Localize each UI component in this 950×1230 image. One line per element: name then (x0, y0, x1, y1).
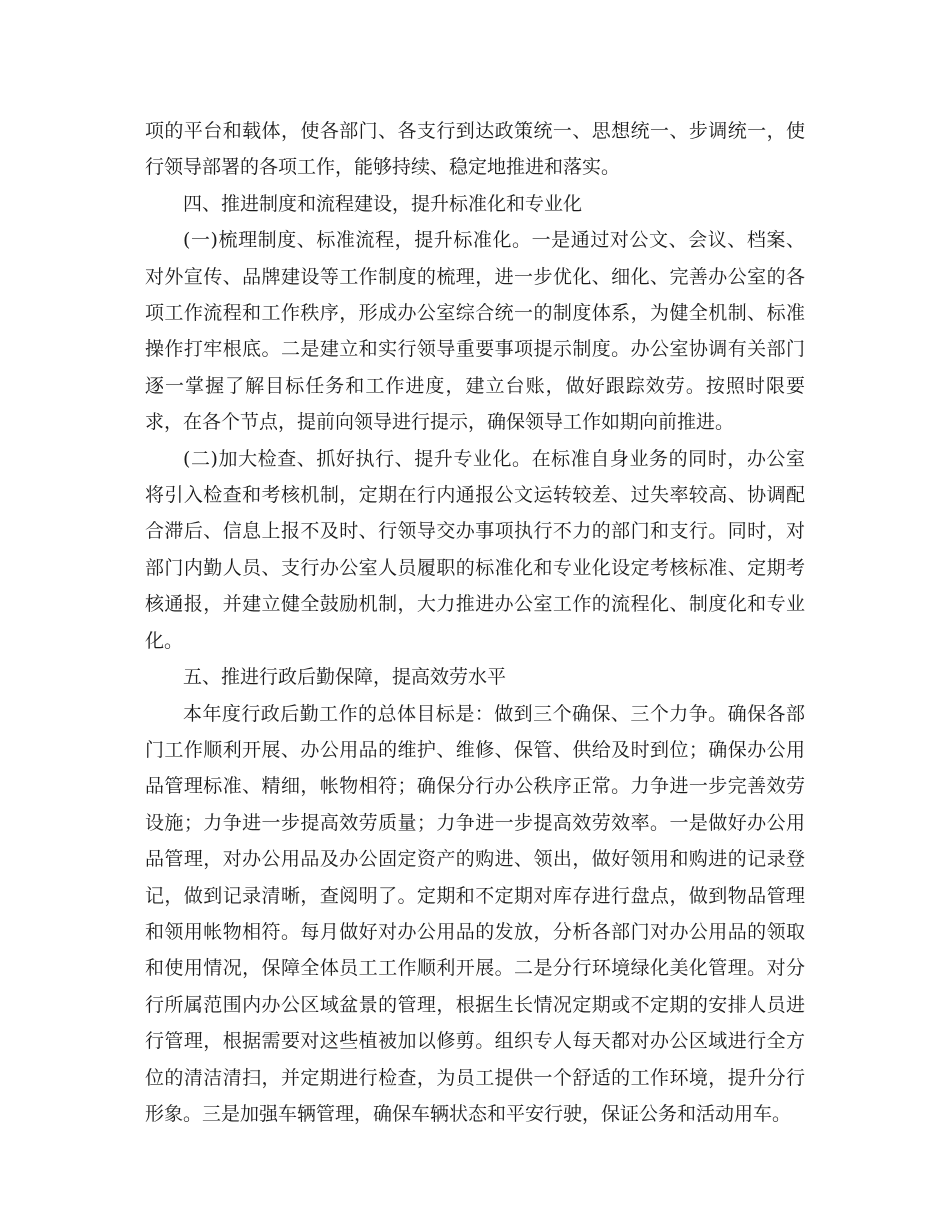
paragraph-continuation: 项的平台和载体，使各部门、各支行到达政策统一、思想统一、步调统一，使行领导部署的各项工作，能够持续、稳定地推进和落实。 (145, 120, 805, 179)
paragraph-logistics: 本年度行政后勤工作的总体目标是：做到三个确保、三个力争。确保各部门工作顺利开展、办公用品的维护、维修、保管、供给及时到位；确保办公用品管理标准、精细，帐物相符；确保分行办公秩序正常。力争进一步完善效劳设施；力争进一步提高效劳质量；力争进一步提高效劳效率。一是做好办公用品管理，对办公用品及办公固定资产的购进、领出，做好领用和购进的记录登记，做到记录清晰，查阅明了。定期和不定期对库存进行盘点，做到物品管理和领用帐物相符。每月做好对办公用品的发放，分析各部门对办公用品的领取和使用情况，保障全体员工工作顺利开展。二是分行环境绿化美化管理。对分行所属范围内办公区域盆景的管理，根据生长情况定期或不定期的安排人员进行管理，根据需要对这些植被加以修剪。组织专人每天都对办公区域进行全方位的清洁清扫，并定期进行检查，为员工提供一个舒适的工作环境，提升分行形象。三是加强车辆管理，确保车辆状态和平安行驶，保证公务和活动用车。 (145, 702, 805, 1125)
section-heading-four: 四、推进制度和流程建设，提升标准化和专业化 (183, 192, 583, 215)
document-body (145, 113, 805, 1132)
paragraph-professionalization: (二)加大检查、抓好执行、提升专业化。在标准自身业务的同时，办公室将引入检查和考核机制，定期在行内通报公文运转较差、过失率较高、协调配合滞后、信息上报不及时、行领导交办事项执行不力的部门和支行。同时，对部门内勤人员、支行办公室人员履职的标准化和专业化设定考核标准、定期考核通报，并建立健全鼓励机制，大力推进办公室工作的流程化、制度化和专业化。 (145, 447, 805, 652)
paragraph-standardization: (一)梳理制度、标准流程，提升标准化。一是通过对公文、会议、档案、对外宣传、品牌建设等工作制度的梳理，进一步优化、细化、完善办公室的各项工作流程和工作秩序，形成办公室综合统一的制度体系，为健全机制、标准操作打牢根底。二是建立和实行领导重要事项提示制度。办公室协调有关部门逐一掌握了解目标任务和工作进度，建立台账，做好跟踪效劳。按照时限要求，在各个节点，提前向领导进行提示，确保领导工作如期向前推进。 (145, 229, 805, 434)
section-heading-five: 五、推进行政后勤保障，提高效劳水平 (183, 666, 507, 689)
